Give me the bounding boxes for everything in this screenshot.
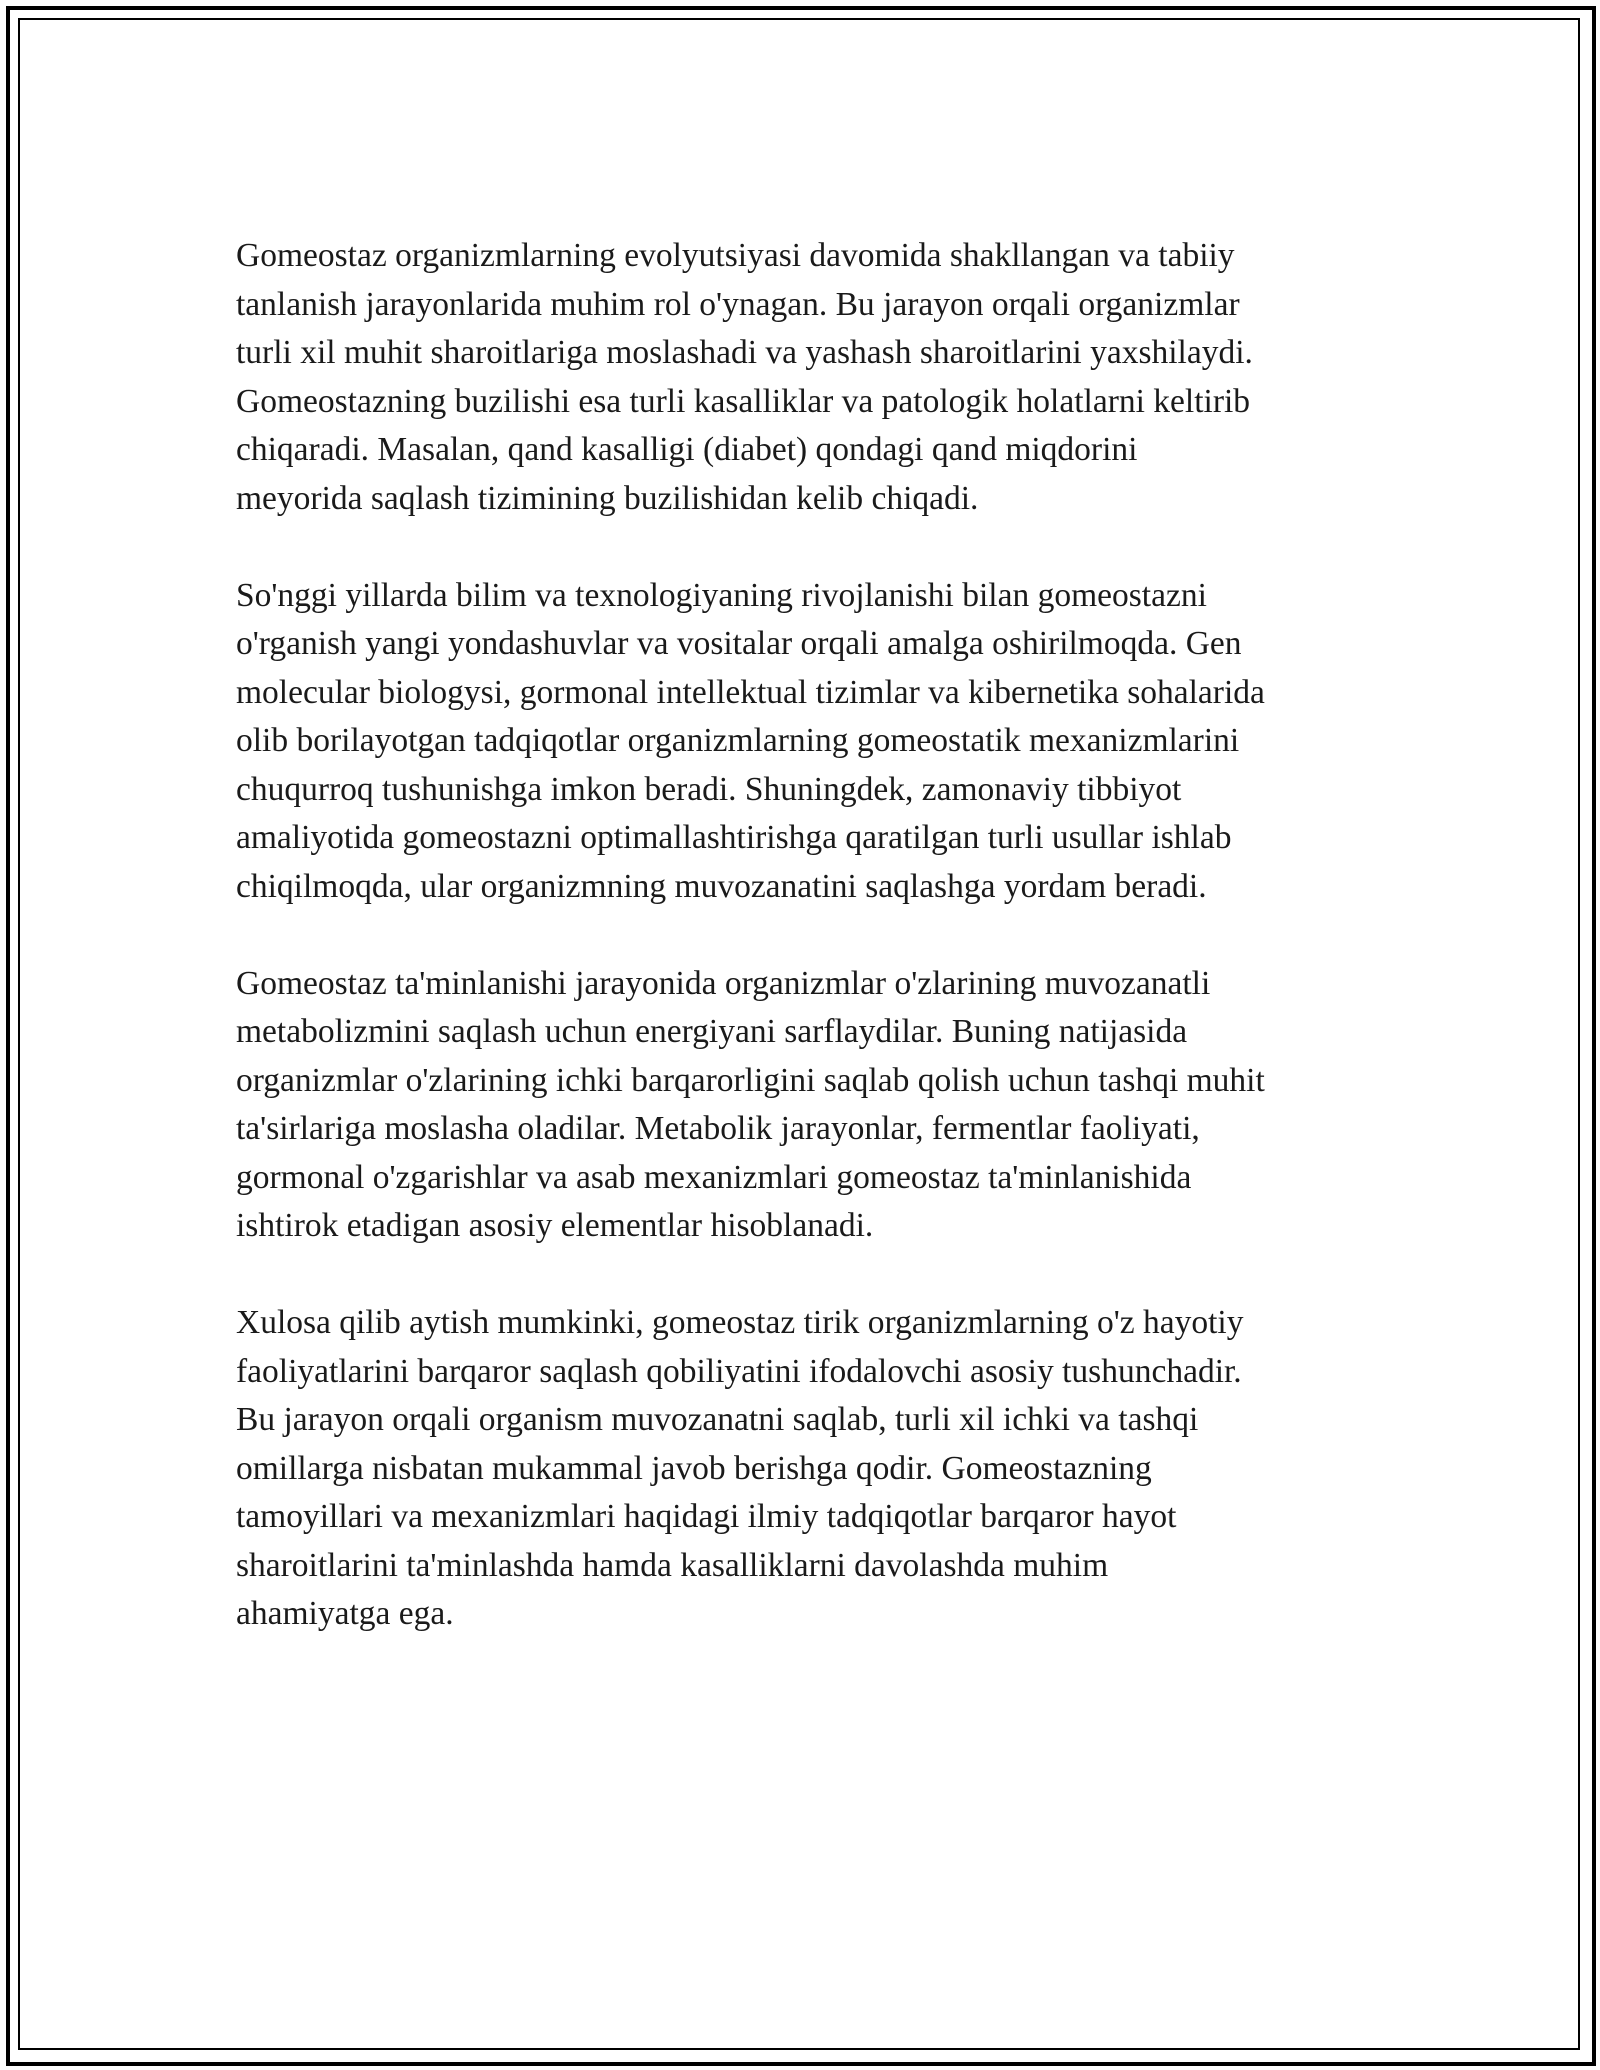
text-line: ishtirok etadigan asosiy elementlar hisoblanadi. (236, 1207, 874, 1244)
text-line: olib borilayotgan tadqiqotlar organizmlarning gomeostatik mexanizmlarini (236, 722, 1240, 759)
text-line: tamoyillari va mexanizmlari haqidagi ilmiy tadqiqotlar barqaror hayot (236, 1498, 1177, 1535)
paragraph-2 (236, 572, 1386, 912)
text-line: chiqaradi. Masalan, qand kasalligi (diabet) qondagi qand miqdorini (236, 431, 1138, 468)
text-line: ahamiyatga ega. (236, 1595, 454, 1632)
text-line: meyorida saqlash tizimining buzilishidan kelib chiqadi. (236, 479, 979, 517)
text-line: gormonal o'zgarishlar va asab mexanizmlari gomeostaz ta'minlanishida (236, 1158, 1192, 1196)
text-line: o'rganish yangi yondashuvlar va vositalar orqali amalga oshirilmoqda. Gen (236, 625, 1242, 662)
text-line: sharoitlarini ta'minlashda hamda kasalliklarni davolashda muhim (236, 1546, 1109, 1584)
text-line: chiqilmoqda, ular organizmning muvozanatini saqlashga yordam beradi. (236, 867, 1207, 905)
paragraph-4 (236, 1299, 1386, 1639)
text-line: Bu jarayon orqali organism muvozanatni saqlab, turli xil ichki va tashqi (236, 1401, 1199, 1438)
text-line: ta'sirlariga moslasha oladilar. Metabolik jarayonlar, fermentlar faoliyati, (236, 1110, 1200, 1147)
text-line: Gomeostazning buzilishi esa turli kasalliklar va patologik holatlarni keltirib (236, 382, 1251, 420)
text-line: omillarga nisbatan mukammal javob berishga qodir. Gomeostazning (236, 1449, 1152, 1487)
text-line: Gomeostaz organizmlarning evolyutsiyasi davomida shakllangan va tabiiy (236, 237, 1235, 274)
text-line: amaliyotida gomeostazni optimallashtirishga qaratilgan turli usullar ishlab (236, 819, 1232, 856)
text-line: So'nggi yillarda bilim va texnologiyaning rivojlanishi bilan gomeostazni (236, 576, 1207, 614)
paragraph-3 (236, 960, 1386, 1251)
text-line: tanlanish jarayonlarida muhim rol o'ynagan. Bu jarayon orqali organizmlar (236, 285, 1240, 323)
text-line: Gomeostaz ta'minlanishi jarayonida organizmlar o'zlarining muvozanatli (236, 964, 1211, 1002)
text-line: molecular biologysi, gormonal intellektual tizimlar va kibernetika sohalarida (236, 673, 1265, 711)
document-body (236, 232, 1386, 1687)
text-line: organizmlar o'zlarining ichki barqarorligini saqlab qolish uchun tashqi muhit (236, 1061, 1265, 1099)
text-line: faoliyatlarini barqaror saqlash qobiliyatini ifodalovchi asosiy tushunchadir. (236, 1352, 1242, 1390)
text-line: chuqurroq tushunishga imkon beradi. Shuningdek, zamonaviy tibbiyot (236, 770, 1182, 808)
text-line: metabolizmini saqlash uchun energiyani sarflaydilar. Buning natijasida (236, 1013, 1188, 1050)
text-line: turli xil muhit sharoitlariga moslashadi va yashash sharoitlarini yaxshilaydi. (236, 334, 1253, 371)
text-line: Xulosa qilib aytish mumkinki, gomeostaz tirik organizmlarning o'z hayotiy (236, 1304, 1244, 1341)
paragraph-1 (236, 232, 1386, 523)
